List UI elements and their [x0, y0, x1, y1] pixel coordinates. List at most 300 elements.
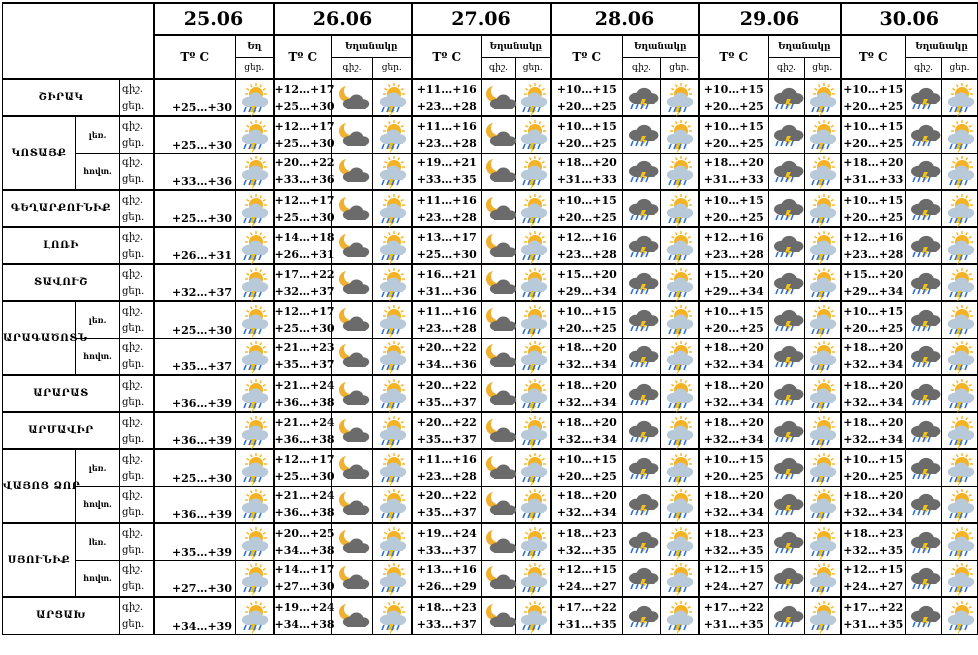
temp-day: +20…+25	[703, 136, 764, 150]
temp-night: +18…+20	[556, 378, 617, 392]
temp-night: +18…+20	[556, 415, 617, 429]
temp-header: Tº C	[412, 35, 482, 79]
night-label: գիշ.	[122, 453, 144, 465]
sun-cloud-rain-icon	[661, 600, 698, 632]
temp-day: +32…+34	[703, 358, 764, 372]
weather-icon-cell	[942, 301, 978, 338]
temp-night: +13…+17	[416, 230, 477, 244]
temp-night: +18…+23	[843, 526, 904, 540]
moon-cloud-icon	[332, 415, 372, 447]
temp-day: +23…+28	[416, 210, 477, 224]
weather-icon-cell	[805, 375, 841, 412]
temp-cell	[699, 227, 769, 264]
weather-icon-cell	[942, 227, 978, 264]
temp-day: +32…+34	[556, 506, 617, 520]
temp-day: +32…+34	[703, 432, 764, 446]
weather-icon-cell	[805, 523, 841, 560]
thunderstorm-icon	[623, 378, 660, 410]
weather-icon-cell	[769, 486, 805, 523]
weather-icon-cell	[769, 79, 805, 116]
region-name: ԼՈՌԻ	[3, 227, 120, 264]
temp-day: +26…+31	[274, 247, 335, 261]
temp-night: +10…+15	[843, 82, 904, 96]
region-name: ԱՐՄԱՎԻՐ	[3, 412, 120, 449]
moon-cloud-icon	[482, 526, 515, 558]
period-labels	[120, 190, 154, 227]
weather-icon-cell	[906, 560, 942, 597]
thunderstorm-icon	[623, 526, 660, 558]
temp-night: +18…+20	[843, 489, 904, 503]
weather-header: Եղ	[236, 35, 274, 58]
sun-cloud-rain-icon	[661, 378, 698, 410]
corner-cell	[3, 3, 154, 79]
weather-icon-cell	[332, 79, 373, 116]
sun-cloud-rain-icon	[236, 82, 273, 114]
weather-icon-cell	[236, 116, 274, 153]
sun-cloud-rain-icon	[236, 193, 273, 225]
temp-cell	[699, 338, 769, 375]
thunderstorm-icon	[906, 488, 941, 520]
thunderstorm-icon	[769, 155, 804, 187]
date-header: 29.06	[699, 3, 841, 35]
weather-icon-cell	[482, 190, 516, 227]
night-subheader: գիշ.	[906, 58, 942, 80]
day-label: ցեր.	[122, 433, 145, 445]
moon-cloud-icon	[332, 340, 372, 372]
weather-icon-cell	[623, 116, 661, 153]
weather-icon-cell	[516, 227, 551, 264]
region-name: ԳԵՂԱՐՔՈՒՆԻՔ	[3, 190, 120, 227]
sun-cloud-rain-icon	[516, 526, 550, 558]
period-labels	[120, 449, 154, 486]
weather-icon-cell	[906, 597, 942, 634]
weather-icon-cell	[769, 523, 805, 560]
weather-icon-cell	[236, 523, 274, 560]
weather-icon-cell	[769, 412, 805, 449]
temp-night: +12…+17	[274, 193, 335, 207]
temp-cell	[274, 597, 335, 634]
temp-cell	[551, 264, 623, 301]
period-labels	[120, 338, 154, 375]
moon-cloud-icon	[482, 562, 515, 594]
temp-day: +25…+30	[274, 469, 335, 483]
weather-icon-cell	[906, 190, 942, 227]
weather-icon-cell	[516, 301, 551, 338]
weather-icon-cell	[373, 449, 412, 486]
table-row	[3, 227, 978, 264]
day-subheader: ցեր.	[516, 58, 551, 80]
day-label: ցեր.	[122, 359, 145, 371]
temp-day: +32…+35	[843, 543, 904, 557]
weather-icon-cell	[661, 597, 699, 634]
temp-night: +18…+20	[843, 378, 904, 392]
weather-icon-cell	[661, 301, 699, 338]
temp-night: +15…+20	[556, 267, 617, 281]
weather-icon-cell	[482, 264, 516, 301]
thunderstorm-icon	[906, 526, 941, 558]
sun-cloud-rain-icon	[805, 488, 840, 520]
temp-day: +36…+38	[274, 432, 335, 446]
weather-icon-cell	[236, 486, 274, 523]
weather-icon-cell	[906, 264, 942, 301]
temp-night: +21…+24	[274, 489, 335, 503]
thunderstorm-icon	[906, 415, 941, 447]
weather-icon-cell	[805, 449, 841, 486]
weather-icon-cell	[516, 116, 551, 153]
weather-icon-cell	[623, 190, 661, 227]
sun-cloud-rain-icon	[516, 267, 550, 299]
weather-icon-cell	[623, 523, 661, 560]
sun-cloud-rain-icon	[942, 340, 977, 372]
sun-cloud-rain-icon	[805, 340, 840, 372]
day-label: ցեր.	[122, 618, 145, 630]
sun-cloud-rain-icon	[373, 378, 411, 410]
temp-header: Tº C	[551, 35, 623, 79]
sun-cloud-rain-icon	[661, 526, 698, 558]
period-labels	[120, 116, 154, 153]
weather-icon-cell	[805, 264, 841, 301]
temp-cell	[412, 338, 482, 375]
date-header: 27.06	[412, 3, 551, 35]
weather-icon-cell	[942, 116, 978, 153]
temp-cell	[274, 301, 335, 338]
weather-icon-cell	[769, 375, 805, 412]
weather-icon-cell	[332, 190, 373, 227]
sun-cloud-rain-icon	[236, 600, 273, 632]
temp-cell	[412, 560, 482, 597]
sun-cloud-rain-icon	[516, 415, 550, 447]
sun-cloud-rain-icon	[942, 267, 977, 299]
sun-cloud-rain-icon	[373, 562, 411, 594]
temp-night: +20…+22	[416, 489, 477, 503]
weather-icon-cell	[482, 227, 516, 264]
sun-cloud-rain-icon	[373, 452, 411, 484]
weather-header: Եղանակը	[623, 35, 699, 58]
night-label: գիշ.	[122, 120, 144, 132]
table-row	[3, 597, 978, 634]
temp-night: +12…+17	[274, 452, 335, 466]
temp-night: +12…+16	[556, 230, 617, 244]
temp-cell	[841, 301, 906, 338]
region-name: ՇԻՐԱԿ	[3, 79, 120, 116]
thunderstorm-icon	[906, 378, 941, 410]
weather-icon-cell	[236, 79, 274, 116]
night-subheader: գիշ.	[769, 58, 805, 80]
temp-day: +32…+35	[703, 543, 764, 557]
temp-header: Tº C	[699, 35, 769, 79]
weather-icon-cell	[373, 338, 412, 375]
table-row	[3, 153, 978, 190]
thunderstorm-icon	[906, 452, 941, 484]
weather-icon-cell	[236, 338, 274, 375]
temp-day-cell: +32…+37	[154, 264, 236, 301]
weather-icon-cell	[942, 190, 978, 227]
sun-cloud-rain-icon	[516, 378, 550, 410]
weather-icon-cell	[332, 264, 373, 301]
weather-icon-cell	[769, 227, 805, 264]
temp-day: +32…+34	[556, 432, 617, 446]
thunderstorm-icon	[906, 600, 941, 632]
temp-cell	[274, 153, 335, 190]
day-label: ցեր.	[122, 174, 145, 186]
night-subheader: գիշ.	[482, 58, 516, 80]
temp-day: +31…+33	[556, 173, 617, 187]
weather-icon-cell	[769, 153, 805, 190]
temp-cell	[841, 79, 906, 116]
temp-night: +12…+15	[843, 563, 904, 577]
temp-cell	[274, 486, 335, 523]
temp-day: +29…+34	[843, 284, 904, 298]
day-label: ցեր.	[122, 581, 145, 593]
date-header-row	[3, 3, 978, 35]
temp-day: +35…+37	[416, 395, 477, 409]
weather-icon-cell	[906, 375, 942, 412]
thunderstorm-icon	[623, 155, 660, 187]
weather-icon-cell	[805, 301, 841, 338]
thunderstorm-icon	[906, 82, 941, 114]
sun-cloud-rain-icon	[942, 230, 977, 262]
temp-day: +31…+36	[416, 284, 477, 298]
thunderstorm-icon	[769, 340, 804, 372]
temp-night: +21…+23	[274, 341, 335, 355]
weather-icon-cell	[482, 597, 516, 634]
sun-cloud-rain-icon	[661, 155, 698, 187]
thunderstorm-icon	[906, 193, 941, 225]
sun-cloud-rain-icon	[661, 415, 698, 447]
sun-cloud-rain-icon	[942, 155, 977, 187]
thunderstorm-icon	[906, 155, 941, 187]
moon-cloud-icon	[482, 230, 515, 262]
weather-icon-cell	[332, 301, 373, 338]
weather-icon-cell	[623, 264, 661, 301]
weather-icon-cell	[661, 190, 699, 227]
weather-icon-cell	[236, 227, 274, 264]
weather-icon-cell	[373, 486, 412, 523]
sun-cloud-rain-icon	[373, 119, 411, 151]
weather-icon-cell	[373, 227, 412, 264]
thunderstorm-icon	[623, 562, 660, 594]
temp-day: +20…+25	[703, 469, 764, 483]
temp-day: +33…+36	[274, 173, 335, 187]
sun-cloud-rain-icon	[805, 600, 840, 632]
temp-day: +23…+28	[416, 321, 477, 335]
sun-cloud-rain-icon	[805, 304, 840, 336]
temp-night: +13…+16	[416, 563, 477, 577]
subregion-label: լեռ.	[76, 449, 120, 486]
weather-icon-cell	[332, 486, 373, 523]
weather-icon-cell	[623, 486, 661, 523]
weather-icon-cell	[516, 597, 551, 634]
weather-icon-cell	[516, 523, 551, 560]
temp-day: +25…+30	[274, 99, 335, 113]
temp-night: +20…+22	[416, 341, 477, 355]
moon-cloud-icon	[482, 304, 515, 336]
temp-night: +10…+15	[843, 452, 904, 466]
temp-cell	[412, 412, 482, 449]
sun-cloud-rain-icon	[661, 340, 698, 372]
sun-cloud-rain-icon	[373, 600, 411, 632]
sun-cloud-rain-icon	[942, 562, 977, 594]
weather-icon-cell	[661, 523, 699, 560]
table-row	[3, 375, 978, 412]
temp-night: +17…+22	[556, 600, 617, 614]
weather-icon-cell	[769, 338, 805, 375]
sun-cloud-rain-icon	[942, 119, 977, 151]
thunderstorm-icon	[906, 304, 941, 336]
table-row	[3, 412, 978, 449]
moon-cloud-icon	[332, 488, 372, 520]
weather-icon-cell	[482, 375, 516, 412]
temp-cell	[551, 79, 623, 116]
weather-icon-cell	[942, 338, 978, 375]
day-label: ցեր.	[122, 137, 145, 149]
period-labels	[120, 597, 154, 634]
temp-cell	[274, 190, 335, 227]
thunderstorm-icon	[769, 378, 804, 410]
temp-day: +32…+34	[843, 358, 904, 372]
moon-cloud-icon	[332, 600, 372, 632]
temp-night: +19…+21	[416, 156, 477, 170]
temp-day-cell: +25…+30	[154, 301, 236, 338]
moon-cloud-icon	[332, 82, 372, 114]
sun-cloud-rain-icon	[661, 119, 698, 151]
day-subheader: ցեր.	[942, 58, 978, 80]
temp-cell	[551, 523, 623, 560]
moon-cloud-icon	[332, 267, 372, 299]
temp-night: +18…+20	[843, 415, 904, 429]
temp-night: +18…+20	[556, 341, 617, 355]
temp-night: +18…+20	[556, 489, 617, 503]
temp-day: +31…+35	[556, 617, 617, 631]
weather-icon-cell	[373, 301, 412, 338]
temp-cell	[841, 190, 906, 227]
temp-day: +23…+28	[843, 247, 904, 261]
temp-day-cell: +27…+30	[154, 560, 236, 597]
date-header: 30.06	[841, 3, 978, 35]
weather-icon-cell	[482, 412, 516, 449]
sun-cloud-rain-icon	[236, 155, 273, 187]
sun-cloud-rain-icon	[661, 230, 698, 262]
weather-icon-cell	[942, 523, 978, 560]
weather-icon-cell	[623, 375, 661, 412]
subregion-label: լեռ.	[76, 301, 120, 338]
thunderstorm-icon	[623, 600, 660, 632]
weather-icon-cell	[332, 375, 373, 412]
temp-night: +15…+20	[843, 267, 904, 281]
moon-cloud-icon	[332, 119, 372, 151]
day-subheader: ցեր.	[236, 58, 274, 80]
thunderstorm-icon	[623, 267, 660, 299]
sun-cloud-rain-icon	[942, 415, 977, 447]
moon-cloud-icon	[332, 526, 372, 558]
weather-icon-cell	[906, 301, 942, 338]
weather-icon-cell	[661, 79, 699, 116]
thunderstorm-icon	[906, 230, 941, 262]
weather-icon-cell	[236, 190, 274, 227]
day-subheader: ցեր.	[661, 58, 699, 80]
moon-cloud-icon	[482, 267, 515, 299]
weather-icon-cell	[236, 412, 274, 449]
thunderstorm-icon	[623, 340, 660, 372]
weather-icon-cell	[623, 560, 661, 597]
weather-forecast-table	[2, 2, 978, 635]
sun-cloud-rain-icon	[236, 452, 273, 484]
thunderstorm-icon	[769, 304, 804, 336]
weather-icon-cell	[373, 79, 412, 116]
temp-day: +32…+34	[843, 395, 904, 409]
night-label: գիշ.	[122, 601, 144, 613]
thunderstorm-icon	[769, 562, 804, 594]
temp-cell	[699, 264, 769, 301]
temp-day-cell: +36…+39	[154, 375, 236, 412]
temp-night: +10…+15	[556, 193, 617, 207]
weather-icon-cell	[482, 79, 516, 116]
sun-cloud-rain-icon	[661, 488, 698, 520]
temp-day: +34…+38	[274, 617, 335, 631]
temp-cell	[551, 486, 623, 523]
temp-night: +18…+20	[703, 415, 764, 429]
weather-icon-cell	[805, 190, 841, 227]
temp-cell	[274, 523, 335, 560]
weather-icon-cell	[942, 597, 978, 634]
period-labels	[120, 375, 154, 412]
temp-cell	[551, 153, 623, 190]
moon-cloud-icon	[482, 119, 515, 151]
night-label: գիշ.	[122, 416, 144, 428]
period-labels	[120, 523, 154, 560]
temp-day: +24…+27	[556, 580, 617, 594]
temp-day: +26…+29	[416, 580, 477, 594]
moon-cloud-icon	[482, 378, 515, 410]
subregion-label: հովտ.	[76, 153, 120, 190]
weather-icon-cell	[236, 375, 274, 412]
sun-cloud-rain-icon	[516, 230, 550, 262]
table-row	[3, 523, 978, 560]
temp-cell	[841, 523, 906, 560]
temp-cell	[551, 597, 623, 634]
weather-icon-cell	[373, 190, 412, 227]
day-label: ցեր.	[122, 470, 145, 482]
thunderstorm-icon	[769, 600, 804, 632]
weather-icon-cell	[942, 449, 978, 486]
temp-day: +31…+33	[703, 173, 764, 187]
night-label: գիշ.	[122, 564, 144, 576]
temp-night: +16…+21	[416, 267, 477, 281]
sun-cloud-rain-icon	[805, 415, 840, 447]
temp-night: +10…+15	[703, 82, 764, 96]
night-label: գիշ.	[122, 83, 144, 95]
weather-icon-cell	[373, 264, 412, 301]
temp-night: +12…+17	[274, 304, 335, 318]
region-name: ՏԱՎՈՒՇ	[3, 264, 120, 301]
weather-icon-cell	[332, 597, 373, 634]
temp-day: +32…+34	[843, 506, 904, 520]
day-label: ցեր.	[122, 544, 145, 556]
temp-day-cell: +36…+39	[154, 486, 236, 523]
weather-icon-cell	[805, 412, 841, 449]
sun-cloud-rain-icon	[942, 526, 977, 558]
weather-icon-cell	[482, 301, 516, 338]
temp-cell	[841, 597, 906, 634]
temp-cell	[699, 412, 769, 449]
night-subheader: գիշ.	[623, 58, 661, 80]
sun-cloud-rain-icon	[661, 267, 698, 299]
weather-icon-cell	[942, 412, 978, 449]
temp-header: Tº C	[154, 35, 236, 79]
region-name: ՎԱՅՈՑ ՁՈՐ	[3, 449, 76, 523]
temp-night: +17…+22	[843, 600, 904, 614]
temp-cell	[274, 375, 335, 412]
